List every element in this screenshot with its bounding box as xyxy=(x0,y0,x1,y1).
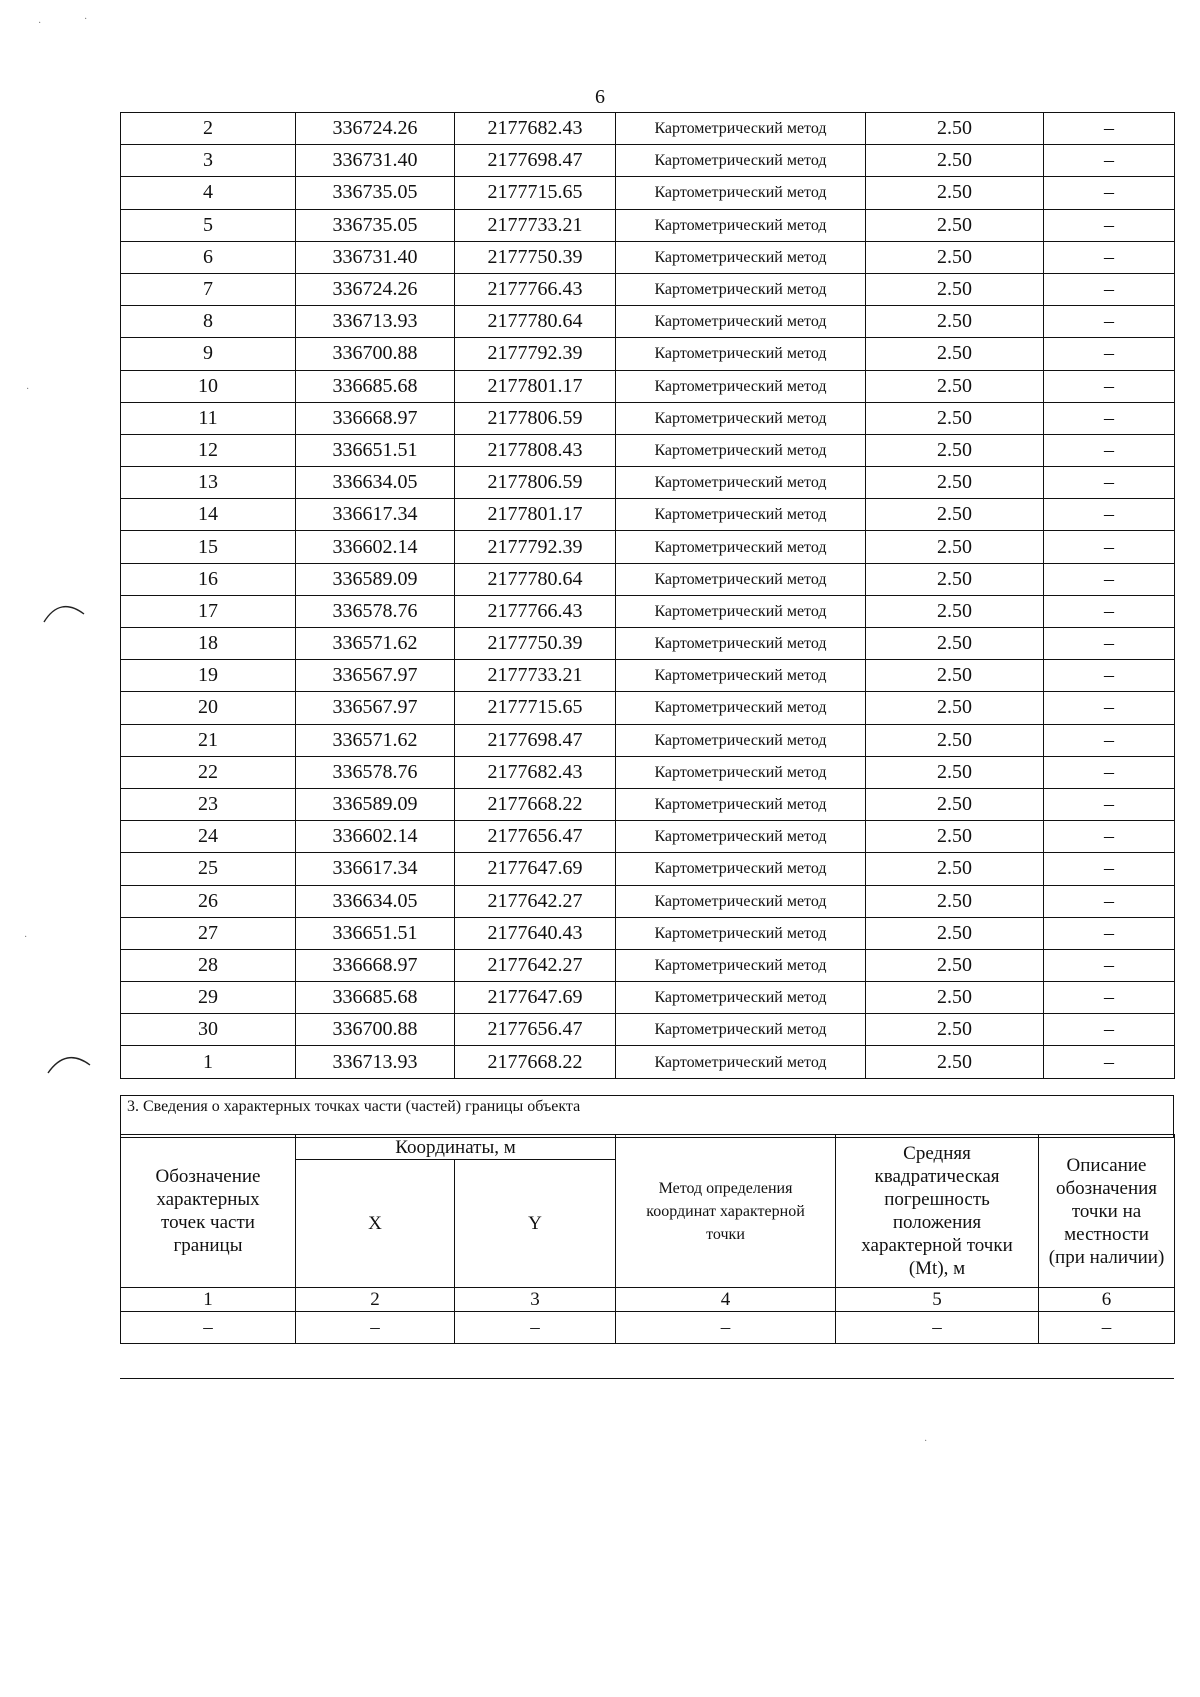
y-coordinate-cell: 2177801.17 xyxy=(455,499,616,531)
table-row xyxy=(121,434,1175,466)
table-row xyxy=(121,1046,1175,1078)
column-number-cell: 4 xyxy=(616,1288,836,1312)
description-cell: – xyxy=(1044,853,1175,885)
y-coordinate-cell: 2177806.59 xyxy=(455,467,616,499)
table-row xyxy=(121,788,1175,820)
error-cell: 2.50 xyxy=(866,692,1044,724)
table-row xyxy=(121,306,1175,338)
x-coordinate-cell: 336668.97 xyxy=(296,402,455,434)
section-3-caption-table xyxy=(120,1095,1174,1138)
description-cell: – xyxy=(1044,885,1175,917)
y-coordinate-cell: 2177656.47 xyxy=(455,1014,616,1046)
description-cell: – xyxy=(1044,273,1175,305)
description-cell: – xyxy=(1044,177,1175,209)
description-cell: – xyxy=(1044,821,1175,853)
x-coordinate-cell: 336578.76 xyxy=(296,756,455,788)
method-cell: Картометрический метод xyxy=(616,821,866,853)
table-row xyxy=(121,499,1175,531)
x-coordinate-cell: 336617.34 xyxy=(296,853,455,885)
description-cell: – xyxy=(1044,402,1175,434)
table-row xyxy=(121,177,1175,209)
table-row xyxy=(121,982,1175,1014)
description-cell: – xyxy=(1044,306,1175,338)
description-cell: – xyxy=(1044,692,1175,724)
scan-mark xyxy=(40,596,90,626)
y-coordinate-cell: 2177766.43 xyxy=(455,273,616,305)
method-cell: Картометрический метод xyxy=(616,628,866,660)
method-cell: Картометрический метод xyxy=(616,145,866,177)
point-id-cell: 17 xyxy=(121,595,296,627)
y-coordinate-cell: 2177806.59 xyxy=(455,402,616,434)
description-cell: – xyxy=(1044,370,1175,402)
y-coordinate-cell: 2177640.43 xyxy=(455,917,616,949)
x-coordinate-cell: 336578.76 xyxy=(296,595,455,627)
error-cell: 2.50 xyxy=(866,628,1044,660)
x-coordinate-cell: 336571.62 xyxy=(296,628,455,660)
error-cell: 2.50 xyxy=(866,434,1044,466)
x-coordinate-cell: 336589.09 xyxy=(296,788,455,820)
error-cell: 2.50 xyxy=(866,982,1044,1014)
error-cell: 2.50 xyxy=(866,531,1044,563)
table-row xyxy=(121,885,1175,917)
description-cell: – xyxy=(1044,145,1175,177)
error-cell: 2.50 xyxy=(866,885,1044,917)
empty-value-cell: – xyxy=(836,1312,1039,1344)
table-row xyxy=(121,724,1175,756)
table-row xyxy=(121,595,1175,627)
table-row xyxy=(121,241,1175,273)
bottom-rule xyxy=(120,1378,1174,1379)
error-cell: 2.50 xyxy=(866,273,1044,305)
point-id-cell: 3 xyxy=(121,145,296,177)
point-id-cell: 23 xyxy=(121,788,296,820)
header-error-text: Средняя квадратическая погрешность положения характерной точки (Mt), м xyxy=(861,1143,1013,1279)
error-cell: 2.50 xyxy=(866,821,1044,853)
method-cell: Картометрический метод xyxy=(616,756,866,788)
error-cell: 2.50 xyxy=(866,788,1044,820)
header-description: Описание обозначения точки на местности (при наличии) xyxy=(1039,1135,1175,1288)
column-number-cell: 3 xyxy=(455,1288,616,1312)
table-row xyxy=(121,1312,1175,1344)
x-coordinate-cell: 336713.93 xyxy=(296,1046,455,1078)
method-cell: Картометрический метод xyxy=(616,402,866,434)
error-cell: 2.50 xyxy=(866,241,1044,273)
scan-speck: · xyxy=(924,1436,928,1447)
point-id-cell: 12 xyxy=(121,434,296,466)
x-coordinate-cell: 336668.97 xyxy=(296,949,455,981)
point-id-cell: 22 xyxy=(121,756,296,788)
column-number-cell: 5 xyxy=(836,1288,1039,1312)
table-row xyxy=(121,402,1175,434)
x-coordinate-cell: 336713.93 xyxy=(296,306,455,338)
method-cell: Картометрический метод xyxy=(616,563,866,595)
description-cell: – xyxy=(1044,788,1175,820)
error-cell: 2.50 xyxy=(866,370,1044,402)
error-cell: 2.50 xyxy=(866,949,1044,981)
method-cell: Картометрический метод xyxy=(616,467,866,499)
method-cell: Картометрический метод xyxy=(616,306,866,338)
description-cell: – xyxy=(1044,982,1175,1014)
error-cell: 2.50 xyxy=(866,402,1044,434)
y-coordinate-cell: 2177668.22 xyxy=(455,788,616,820)
method-cell: Картометрический метод xyxy=(616,982,866,1014)
point-id-cell: 7 xyxy=(121,273,296,305)
empty-value-cell: – xyxy=(616,1312,836,1344)
error-cell: 2.50 xyxy=(866,145,1044,177)
x-coordinate-cell: 336602.14 xyxy=(296,821,455,853)
y-coordinate-cell: 2177715.65 xyxy=(455,177,616,209)
method-cell: Картометрический метод xyxy=(616,949,866,981)
point-id-cell: 8 xyxy=(121,306,296,338)
method-cell: Картометрический метод xyxy=(616,338,866,370)
x-coordinate-cell: 336685.68 xyxy=(296,982,455,1014)
header-error xyxy=(836,1135,1039,1288)
error-cell: 2.50 xyxy=(866,756,1044,788)
y-coordinate-cell: 2177647.69 xyxy=(455,982,616,1014)
y-coordinate-cell: 2177642.27 xyxy=(455,885,616,917)
x-coordinate-cell: 336735.05 xyxy=(296,209,455,241)
error-cell: 2.50 xyxy=(866,724,1044,756)
description-cell: – xyxy=(1044,1014,1175,1046)
table-row xyxy=(121,370,1175,402)
error-cell: 2.50 xyxy=(866,660,1044,692)
method-cell: Картометрический метод xyxy=(616,692,866,724)
error-cell: 2.50 xyxy=(866,853,1044,885)
description-cell: – xyxy=(1044,499,1175,531)
x-coordinate-cell: 336700.88 xyxy=(296,1014,455,1046)
error-cell: 2.50 xyxy=(866,1014,1044,1046)
table-row xyxy=(121,113,1175,145)
x-coordinate-cell: 336602.14 xyxy=(296,531,455,563)
point-id-cell: 14 xyxy=(121,499,296,531)
y-coordinate-cell: 2177808.43 xyxy=(455,434,616,466)
table-row xyxy=(121,692,1175,724)
table-row xyxy=(121,756,1175,788)
description-cell: – xyxy=(1044,531,1175,563)
y-coordinate-cell: 2177780.64 xyxy=(455,306,616,338)
column-number-cell: 2 xyxy=(296,1288,455,1312)
y-coordinate-cell: 2177780.64 xyxy=(455,563,616,595)
method-cell: Картометрический метод xyxy=(616,595,866,627)
method-cell: Картометрический метод xyxy=(616,531,866,563)
x-coordinate-cell: 336617.34 xyxy=(296,499,455,531)
scan-speck: · xyxy=(24,932,28,943)
point-id-cell: 5 xyxy=(121,209,296,241)
description-cell: – xyxy=(1044,434,1175,466)
point-id-cell: 26 xyxy=(121,885,296,917)
x-coordinate-cell: 336651.51 xyxy=(296,917,455,949)
error-cell: 2.50 xyxy=(866,595,1044,627)
description-cell: – xyxy=(1044,949,1175,981)
point-id-cell: 30 xyxy=(121,1014,296,1046)
method-cell: Картометрический метод xyxy=(616,724,866,756)
error-cell: 2.50 xyxy=(866,917,1044,949)
table-row xyxy=(121,660,1175,692)
point-id-cell: 20 xyxy=(121,692,296,724)
method-cell: Картометрический метод xyxy=(616,1014,866,1046)
column-number-cell: 1 xyxy=(121,1288,296,1312)
error-cell: 2.50 xyxy=(866,1046,1044,1078)
method-cell: Картометрический метод xyxy=(616,499,866,531)
x-coordinate-cell: 336735.05 xyxy=(296,177,455,209)
section-3-caption: 3. Сведения о характерных точках части (частей) границы объекта xyxy=(121,1096,1174,1138)
error-cell: 2.50 xyxy=(866,209,1044,241)
method-cell: Картометрический метод xyxy=(616,853,866,885)
y-coordinate-cell: 2177750.39 xyxy=(455,628,616,660)
description-cell: – xyxy=(1044,917,1175,949)
point-id-cell: 28 xyxy=(121,949,296,981)
y-coordinate-cell: 2177682.43 xyxy=(455,756,616,788)
description-cell: – xyxy=(1044,628,1175,660)
empty-value-cell: – xyxy=(455,1312,616,1344)
y-coordinate-cell: 2177668.22 xyxy=(455,1046,616,1078)
table-row xyxy=(121,338,1175,370)
point-id-cell: 21 xyxy=(121,724,296,756)
page-number: 6 xyxy=(595,86,605,108)
scan-mark xyxy=(44,1047,94,1077)
point-id-cell: 11 xyxy=(121,402,296,434)
point-id-cell: 10 xyxy=(121,370,296,402)
error-cell: 2.50 xyxy=(866,113,1044,145)
x-coordinate-cell: 336700.88 xyxy=(296,338,455,370)
boundary-points-table-body xyxy=(121,113,1175,1079)
y-coordinate-cell: 2177792.39 xyxy=(455,531,616,563)
description-cell: – xyxy=(1044,209,1175,241)
method-cell: Картометрический метод xyxy=(616,660,866,692)
description-cell: – xyxy=(1044,724,1175,756)
method-cell: Картометрический метод xyxy=(616,241,866,273)
point-id-cell: 6 xyxy=(121,241,296,273)
scan-speck: · xyxy=(38,18,42,29)
y-coordinate-cell: 2177656.47 xyxy=(455,821,616,853)
x-coordinate-cell: 336651.51 xyxy=(296,434,455,466)
empty-value-cell: – xyxy=(121,1312,296,1344)
x-coordinate-cell: 336571.62 xyxy=(296,724,455,756)
y-coordinate-cell: 2177642.27 xyxy=(455,949,616,981)
y-coordinate-cell: 2177698.47 xyxy=(455,145,616,177)
x-coordinate-cell: 336731.40 xyxy=(296,145,455,177)
method-cell: Картометрический метод xyxy=(616,113,866,145)
y-coordinate-cell: 2177792.39 xyxy=(455,338,616,370)
header-x: X xyxy=(296,1160,455,1288)
table-row xyxy=(121,628,1175,660)
x-coordinate-cell: 336724.26 xyxy=(296,113,455,145)
scan-speck: · xyxy=(26,384,30,395)
table-row xyxy=(121,145,1175,177)
x-coordinate-cell: 336567.97 xyxy=(296,692,455,724)
point-id-cell: 24 xyxy=(121,821,296,853)
method-cell: Картометрический метод xyxy=(616,917,866,949)
point-id-cell: 29 xyxy=(121,982,296,1014)
point-id-cell: 19 xyxy=(121,660,296,692)
point-id-cell: 1 xyxy=(121,1046,296,1078)
point-id-cell: 25 xyxy=(121,853,296,885)
header-method: Метод определения координат характерной точки xyxy=(616,1135,836,1288)
error-cell: 2.50 xyxy=(866,563,1044,595)
description-cell: – xyxy=(1044,338,1175,370)
header-y: Y xyxy=(455,1160,616,1288)
table-row xyxy=(121,853,1175,885)
column-numbers-row xyxy=(121,1288,1175,1312)
description-cell: – xyxy=(1044,756,1175,788)
x-coordinate-cell: 336724.26 xyxy=(296,273,455,305)
point-id-cell: 15 xyxy=(121,531,296,563)
y-coordinate-cell: 2177733.21 xyxy=(455,660,616,692)
x-coordinate-cell: 336685.68 xyxy=(296,370,455,402)
table-row xyxy=(121,467,1175,499)
method-cell: Картометрический метод xyxy=(616,370,866,402)
error-cell: 2.50 xyxy=(866,338,1044,370)
y-coordinate-cell: 2177715.65 xyxy=(455,692,616,724)
y-coordinate-cell: 2177801.17 xyxy=(455,370,616,402)
header-coordinates: Координаты, м xyxy=(296,1135,616,1160)
description-cell: – xyxy=(1044,595,1175,627)
x-coordinate-cell: 336634.05 xyxy=(296,885,455,917)
scan-speck: · xyxy=(84,14,88,25)
y-coordinate-cell: 2177733.21 xyxy=(455,209,616,241)
method-cell: Картометрический метод xyxy=(616,434,866,466)
empty-value-cell: – xyxy=(296,1312,455,1344)
x-coordinate-cell: 336731.40 xyxy=(296,241,455,273)
description-cell: – xyxy=(1044,467,1175,499)
y-coordinate-cell: 2177750.39 xyxy=(455,241,616,273)
empty-value-cell: – xyxy=(1039,1312,1175,1344)
point-id-cell: 13 xyxy=(121,467,296,499)
table-row xyxy=(121,949,1175,981)
method-cell: Картометрический метод xyxy=(616,177,866,209)
part-boundary-points-table xyxy=(120,1134,1175,1344)
boundary-points-table xyxy=(120,112,1175,1079)
point-id-cell: 9 xyxy=(121,338,296,370)
y-coordinate-cell: 2177698.47 xyxy=(455,724,616,756)
point-id-cell: 18 xyxy=(121,628,296,660)
method-cell: Картометрический метод xyxy=(616,209,866,241)
x-coordinate-cell: 336567.97 xyxy=(296,660,455,692)
table-row xyxy=(121,563,1175,595)
point-id-cell: 2 xyxy=(121,113,296,145)
y-coordinate-cell: 2177766.43 xyxy=(455,595,616,627)
description-cell: – xyxy=(1044,241,1175,273)
description-cell: – xyxy=(1044,113,1175,145)
y-coordinate-cell: 2177682.43 xyxy=(455,113,616,145)
method-cell: Картометрический метод xyxy=(616,273,866,305)
y-coordinate-cell: 2177647.69 xyxy=(455,853,616,885)
table-row xyxy=(121,209,1175,241)
point-id-cell: 4 xyxy=(121,177,296,209)
table-row xyxy=(121,917,1175,949)
description-cell: – xyxy=(1044,563,1175,595)
error-cell: 2.50 xyxy=(866,499,1044,531)
table-row xyxy=(121,273,1175,305)
error-cell: 2.50 xyxy=(866,467,1044,499)
description-cell: – xyxy=(1044,1046,1175,1078)
error-cell: 2.50 xyxy=(866,177,1044,209)
x-coordinate-cell: 336634.05 xyxy=(296,467,455,499)
method-cell: Картометрический метод xyxy=(616,1046,866,1078)
description-cell: – xyxy=(1044,660,1175,692)
header-point-designation: Обозначение характерных точек части границы xyxy=(121,1135,296,1288)
method-cell: Картометрический метод xyxy=(616,885,866,917)
point-id-cell: 27 xyxy=(121,917,296,949)
method-cell: Картометрический метод xyxy=(616,788,866,820)
table-row xyxy=(121,821,1175,853)
point-id-cell: 16 xyxy=(121,563,296,595)
x-coordinate-cell: 336589.09 xyxy=(296,563,455,595)
error-cell: 2.50 xyxy=(866,306,1044,338)
table-row xyxy=(121,1014,1175,1046)
column-number-cell: 6 xyxy=(1039,1288,1175,1312)
table-row xyxy=(121,531,1175,563)
